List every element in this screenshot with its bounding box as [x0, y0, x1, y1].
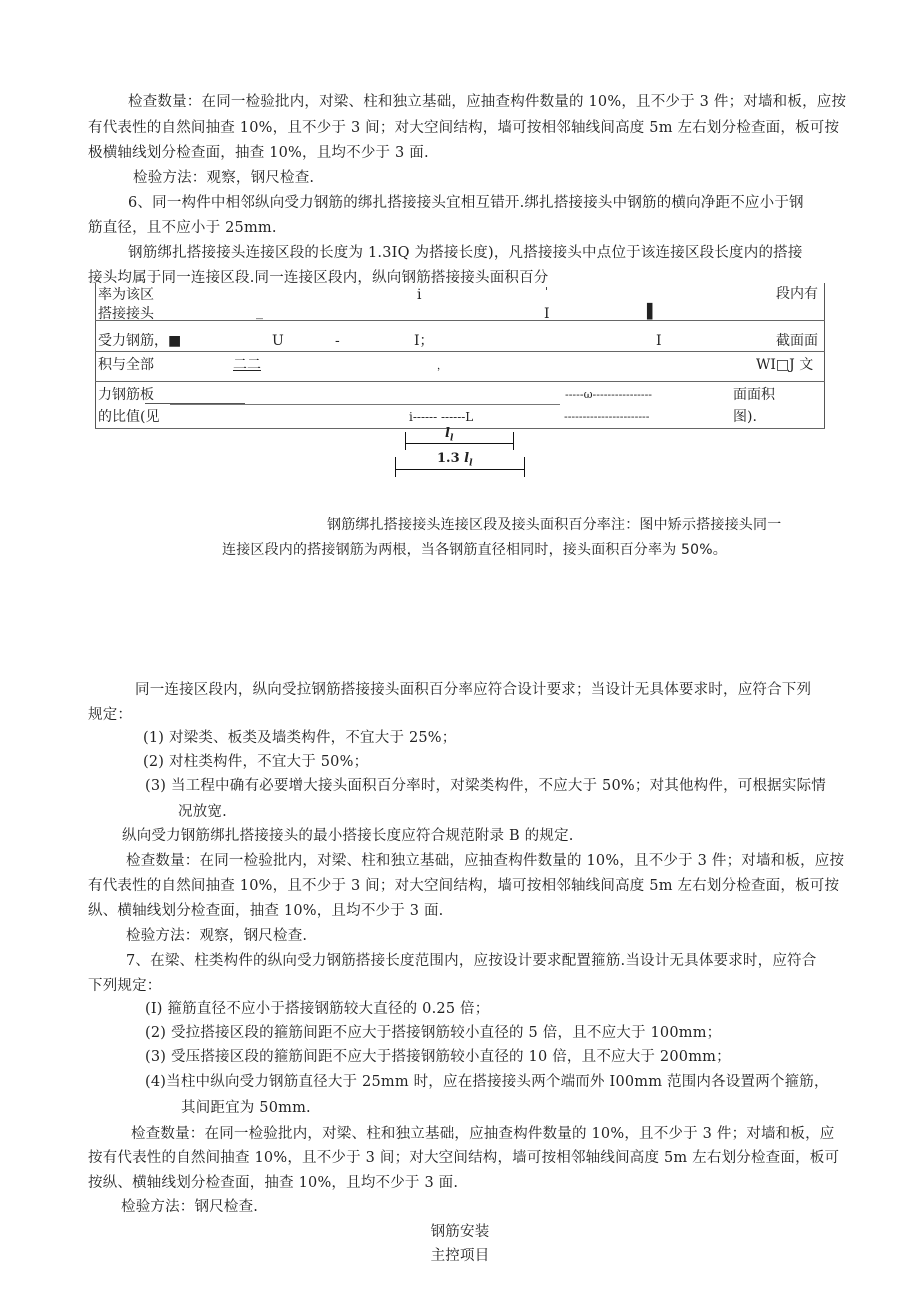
table-cell: ----------------------- [564, 410, 650, 423]
min-lap-length: 纵向受力钢筋绑扎搭接接头的最小搭接长度应符合规范附录 B 的规定. [122, 828, 574, 844]
inspection-quantity-line3: 极横轴线划分检查面，抽查 10%，且均不少于 3 面. [88, 145, 429, 161]
table-divider [95, 351, 825, 352]
rule-3-line2: 况放宽. [178, 804, 227, 820]
table-cell: 面面积 [733, 387, 775, 403]
table-cell: 搭接接头 [98, 306, 154, 320]
inspection-method-2: 检验方法：观察，钢尺检查. [126, 928, 308, 944]
item7-line1: 7、在梁、柱类构件的纵向受力钢筋搭接长度范围内，应按设计要求配置箍筋.当设计无具体要求时，应符合 [126, 953, 817, 969]
rule-3-line1: (3) 当工程中确有必要增大接头面积百分率时，对梁类构件，不应大于 50%；对其他构件，可根据实际情 [145, 778, 826, 794]
item7-line2: 下列规定： [88, 978, 162, 994]
table-cell: ▌ [647, 304, 658, 320]
inspection-quantity-line1: 检查数量：在同一检验批内，对梁、柱和独立基础，应抽查构件数量的 10%，且不少于 3 件；对墙和板，应按 [128, 94, 847, 110]
inspection-quantity-3-line2: 按有代表性的自然间抽查 10%，且不少于 3 间；对大空间结构，墙可按相邻轴线间高度 5m 左右划分检查面，板可 [88, 1150, 840, 1166]
dimension-tick [513, 432, 514, 450]
lap-zone-line2: 接头均属于同一连接区段.同一连接区段内，纵向钢筋搭接接头面积百分 [88, 270, 549, 286]
rule-1: (1) 对梁类、板类及墙类构件，不宜大于 25%； [143, 730, 457, 746]
table-cell: 受力钢筋，■ [98, 333, 182, 349]
table-divider [95, 320, 825, 321]
lap-length-label: $l_l$ [445, 426, 454, 444]
connection-zone-label: 1.3 $l_l$ [437, 451, 473, 469]
table-cell: 的比值(见 [98, 409, 160, 425]
table-cell: I [656, 333, 662, 349]
dimension-tick [524, 457, 525, 477]
stirrup-rule-1: (I) 箍筋直径不应小于搭接钢筋较大直径的 0.25 倍； [145, 1001, 490, 1017]
stirrup-rule-2: (2) 受拉搭接区段的箍筋间距不应大于搭接钢筋较小直径的 5 倍，且不应大于 100mm； [145, 1025, 722, 1041]
table-cell: ' [545, 285, 549, 298]
item6-line2: 筋直径，且不应小于 25mm. [88, 220, 277, 236]
figure-caption-line2: 连接区段内的搭接钢筋为两根，当各钢筋直径相同时，接头面积百分率为 50%。 [222, 542, 727, 558]
connection-zone-dimension [395, 469, 525, 470]
garbled-figure-table [95, 283, 825, 428]
table-cell: 二二 [233, 357, 261, 373]
inspection-method: 检验方法：观察，钢尺检查. [133, 170, 315, 186]
inspection-quantity-line2: 有代表性的自然间抽查 10%，且不少于 3 间；对大空间结构，墙可按相邻轴线间高度 5m 左右划分检查面，板可按 [88, 120, 840, 136]
lap-zone-line1: 钢筋绑扎搭接接头连接区段的长度为 1.3IQ 为搭接长度)，凡搭接接头中点位于该连接区段长度内的搭接 [128, 245, 803, 261]
figure-caption-line1: 钢筋绑扎搭接接头连接区段及接头面积百分率注：图中矫示搭接接头同一 [327, 517, 782, 533]
table-cell: 截面面 [776, 333, 818, 349]
table-cell: i------ ------L [409, 410, 474, 424]
inspection-quantity-2-line3: 纵、横轴线划分检查面，抽查 10%，且均不少于 3 面. [88, 903, 444, 919]
table-cell: I； [414, 333, 434, 349]
item6-line1: 6、同一构件中相邻纵向受力钢筋的绑扎搭接接头宜相互错开.绑扎搭接接头中钢筋的横向净距不应小于钢 [128, 195, 804, 211]
table-cell: 积与全部 [98, 357, 154, 373]
dimension-tick [405, 432, 406, 450]
table-underline [145, 403, 245, 404]
subsection-heading: 主控项目 [430, 1248, 490, 1264]
table-cell: i [417, 287, 422, 303]
inspection-method-3: 检验方法：钢尺检查. [121, 1199, 259, 1215]
table-cell: _ [256, 304, 263, 320]
table-cell: U [272, 333, 284, 349]
rule-2: (2) 对柱类构件，不宜大于 50%； [143, 754, 369, 770]
table-inner-line [170, 404, 560, 405]
table-cell: - [335, 333, 340, 349]
lap-length-dimension [405, 443, 513, 444]
inspection-quantity-3-line1: 检查数量：在同一检验批内，对梁、柱和独立基础，应抽查构件数量的 10%，且不少于 3 件；对墙和板，应 [131, 1126, 835, 1142]
table-cell: WI□J 文 [756, 357, 814, 373]
stirrup-rule-3: (3) 受压搭接区段的箍筋间距不应大于搭接钢筋较小直径的 10 倍，且不应大于 200mm； [145, 1049, 731, 1065]
table-cell: 段内有 [776, 286, 818, 302]
percentage-intro-line2: 规定： [88, 707, 133, 723]
table-cell: 率为该区 [98, 287, 154, 303]
table-divider [95, 428, 825, 429]
table-cell: ， [437, 361, 447, 372]
section-heading: 钢筋安装 [430, 1224, 490, 1240]
table-cell: I [544, 306, 550, 322]
table-divider [95, 381, 825, 382]
stirrup-rule-4-line2: 其间距宜为 50mm. [181, 1100, 311, 1116]
stirrup-rule-4-line1: (4)当柱中纵向受力钢筋直径大于 25mm 时，应在搭接接头两个端而外 I00mm 范围内各设置两个箍筋， [145, 1074, 829, 1090]
dimension-tick [395, 457, 396, 477]
inspection-quantity-3-line3: 按纵、横轴线划分检查面，抽查 10%，且均不少于 3 面. [88, 1175, 459, 1191]
percentage-intro-line1: 同一连接区段内，纵向受拉钢筋搭接接头面积百分率应符合设计要求；当设计无具体要求时，应符合下列 [135, 682, 812, 698]
inspection-quantity-2-line2: 有代表性的自然间抽查 10%，且不少于 3 间；对大空间结构，墙可按相邻轴线间高度 5m 左右划分检查面，板可按 [88, 878, 840, 894]
table-cell: 图). [733, 409, 757, 425]
inspection-quantity-2-line1: 检查数量：在同一检验批内，对梁、柱和独立基础，应抽查构件数量的 10%，且不少于 3 件；对墙和板，应按 [126, 853, 845, 869]
table-cell: 力钢筋板 [98, 387, 154, 403]
table-cell: -----ω---------------- [565, 388, 653, 401]
